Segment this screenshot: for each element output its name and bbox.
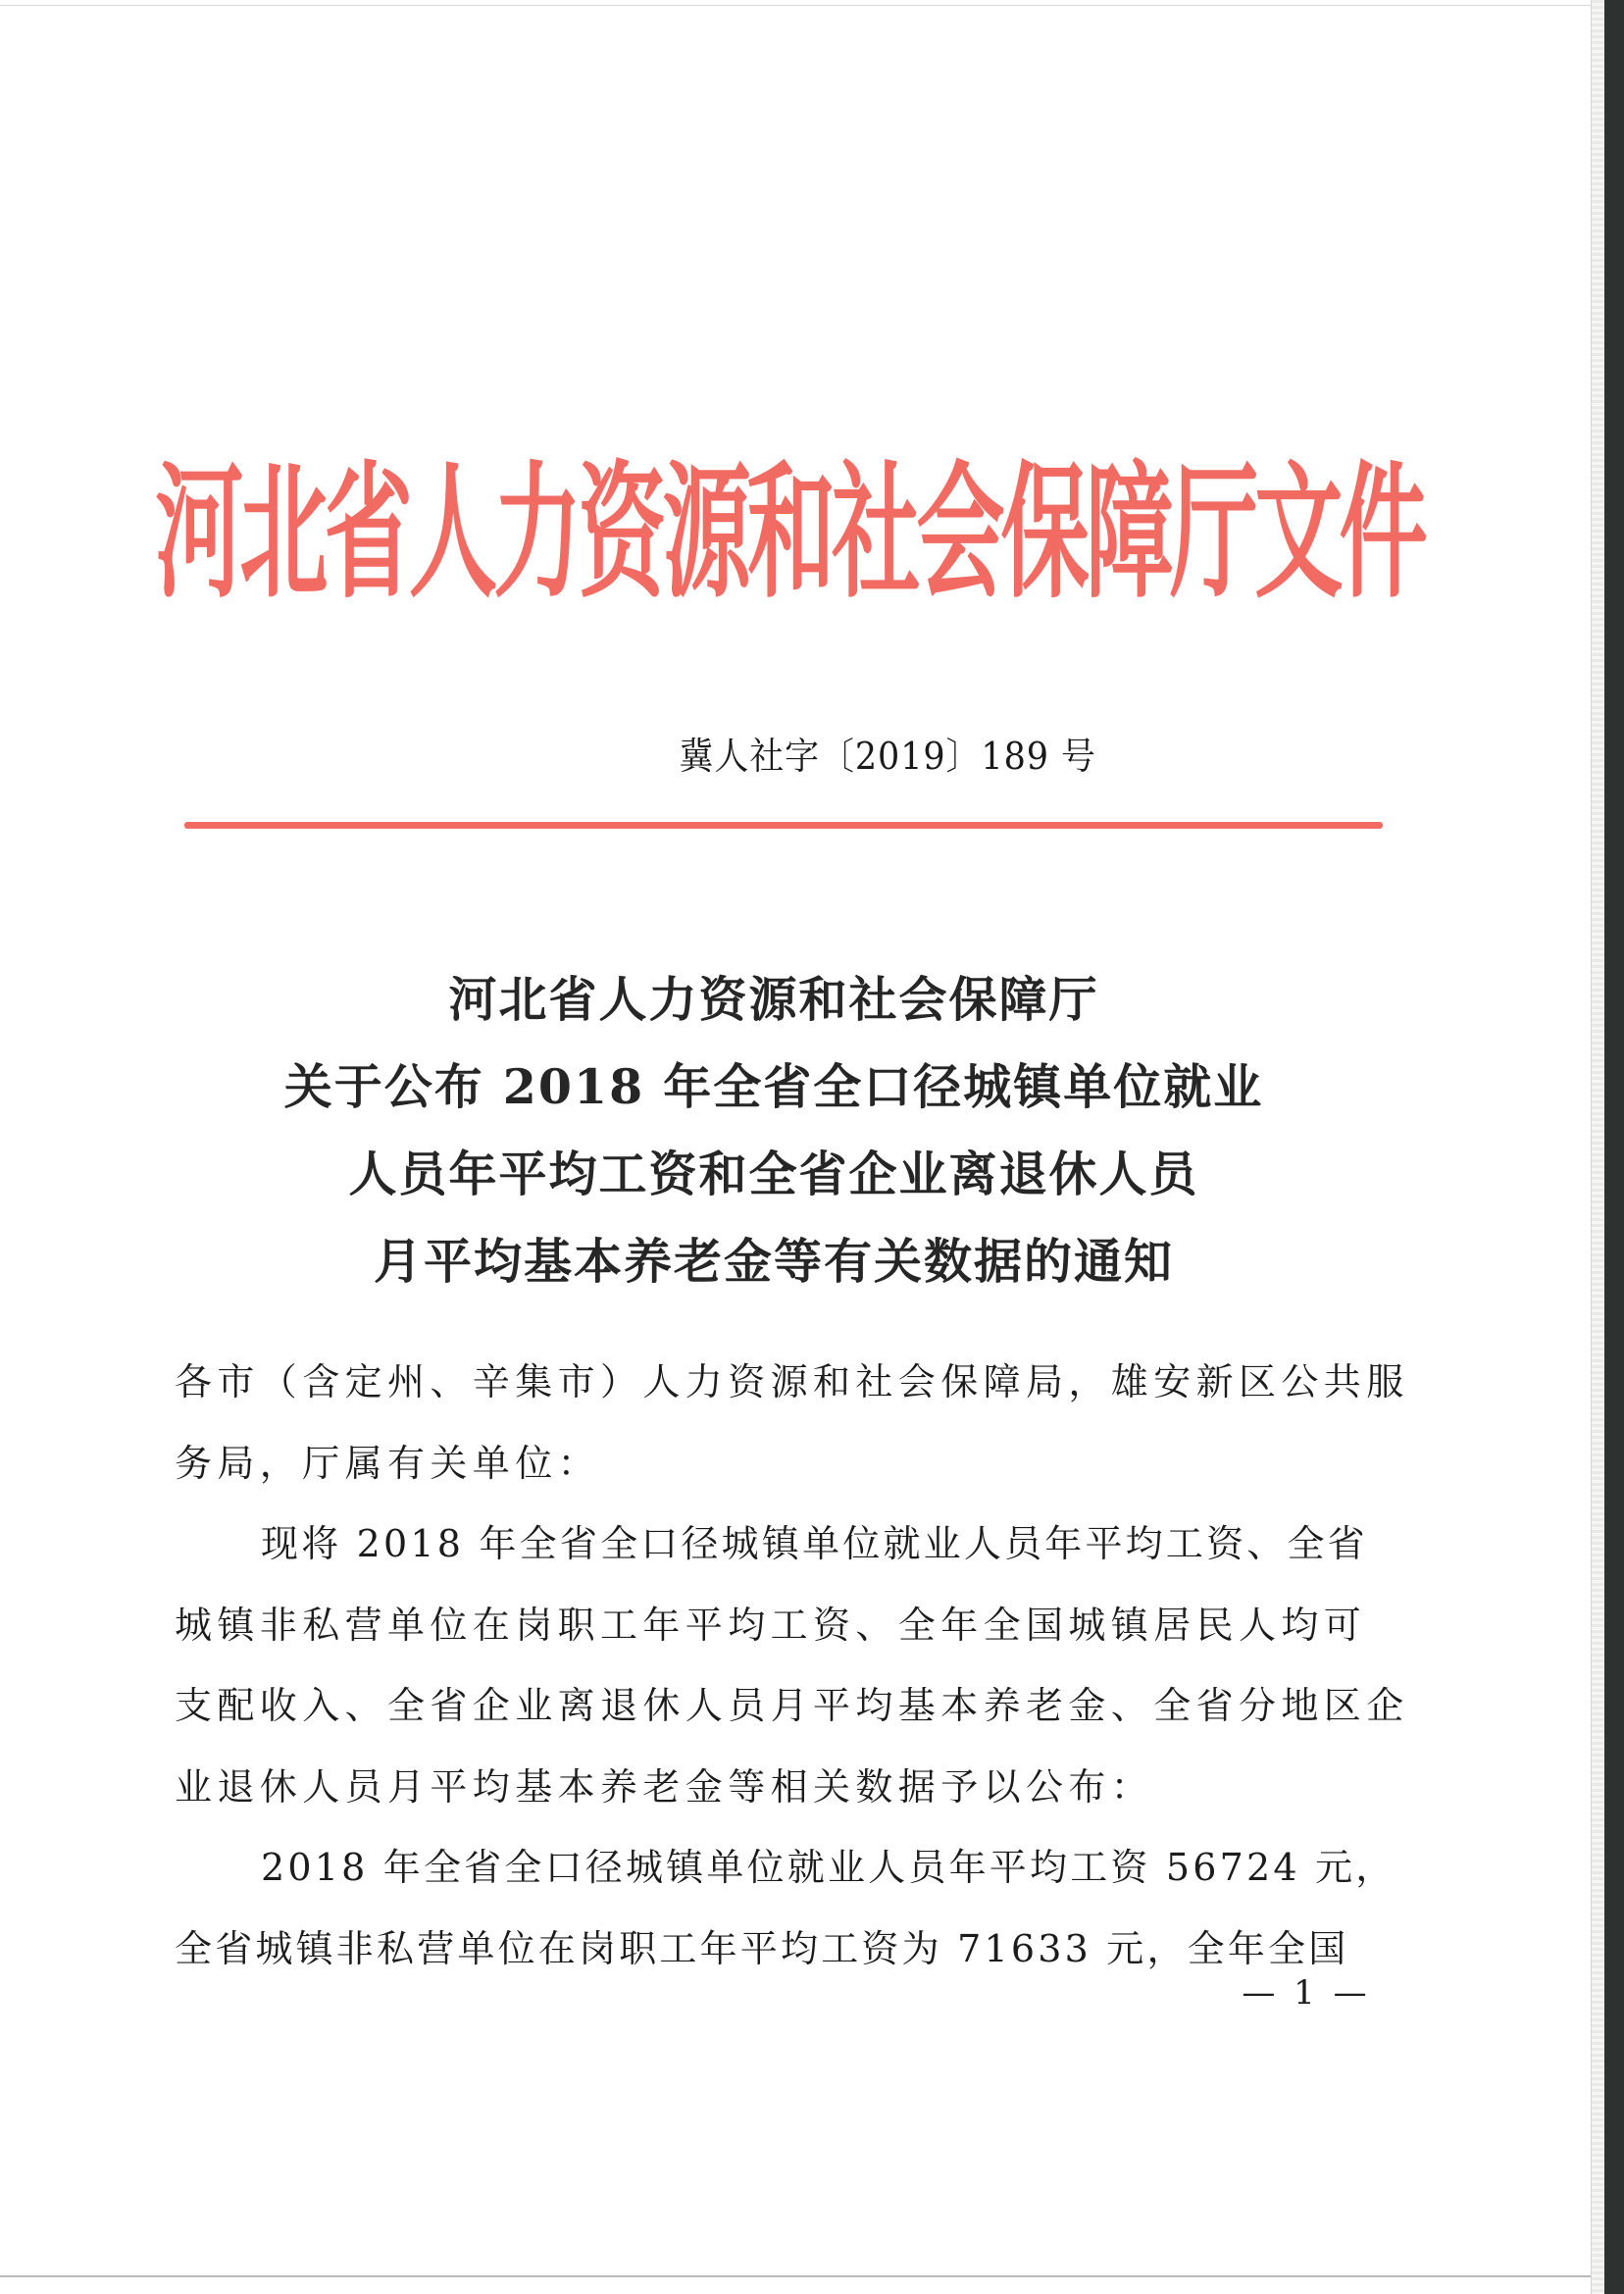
scan-border-bottom xyxy=(0,2275,1599,2277)
paragraph-1-line-3: 支配收入、全省企业离退休人员月平均基本养老金、全省分地区企 xyxy=(175,1684,1409,1727)
masthead-title: 河北省人力资源和社会保障厅文件 xyxy=(155,448,1424,619)
scan-border-top xyxy=(0,5,1599,6)
document-number-text: 冀人社字〔2019〕189 号 xyxy=(679,735,1096,778)
title-line-4: 月平均基本养老金等有关数据的通知 xyxy=(373,1233,1174,1290)
document-title xyxy=(175,956,1373,1305)
paragraph-1-line-1: 现将 2018 年全省全口径城镇单位就业人员年平均工资、全省 xyxy=(261,1522,1368,1565)
document-number xyxy=(0,726,1383,780)
title-line-1: 河北省人力资源和社会保障厅 xyxy=(448,971,1099,1028)
scan-edge-strip xyxy=(1591,0,1605,2294)
page-number: — 1 — xyxy=(1242,1973,1371,2013)
title-line-2: 关于公布 2018 年全省全口径城镇单位就业 xyxy=(283,1058,1264,1115)
title-line-3: 人员年平均工资和全省企业离退休人员 xyxy=(348,1146,1199,1202)
paragraph-2-line-2: 全省城镇非私营单位在岗职工年平均工资为 71633 元，全年全国 xyxy=(175,1926,1349,1970)
paragraph-2-line-1: 2018 年全省全口径城镇单位就业人员年平均工资 56724 元， xyxy=(261,1846,1396,1889)
document-masthead xyxy=(0,448,1579,628)
scan-dark-edge xyxy=(1604,0,1624,2294)
document-body xyxy=(175,1342,1409,1989)
red-separator-line xyxy=(184,822,1383,829)
paragraph-1-line-2: 城镇非私营单位在岗职工年平均工资、全年全国城镇居民人均可 xyxy=(175,1603,1367,1647)
paragraph-1-line-4: 业退休人员月平均基本养老金等相关数据予以公布： xyxy=(175,1764,1154,1809)
addressee-line-2: 务局，厅属有关单位： xyxy=(175,1441,601,1485)
addressee-line-1: 各市（含定州、辛集市）人力资源和社会保障局，雄安新区公共服 xyxy=(175,1360,1409,1403)
